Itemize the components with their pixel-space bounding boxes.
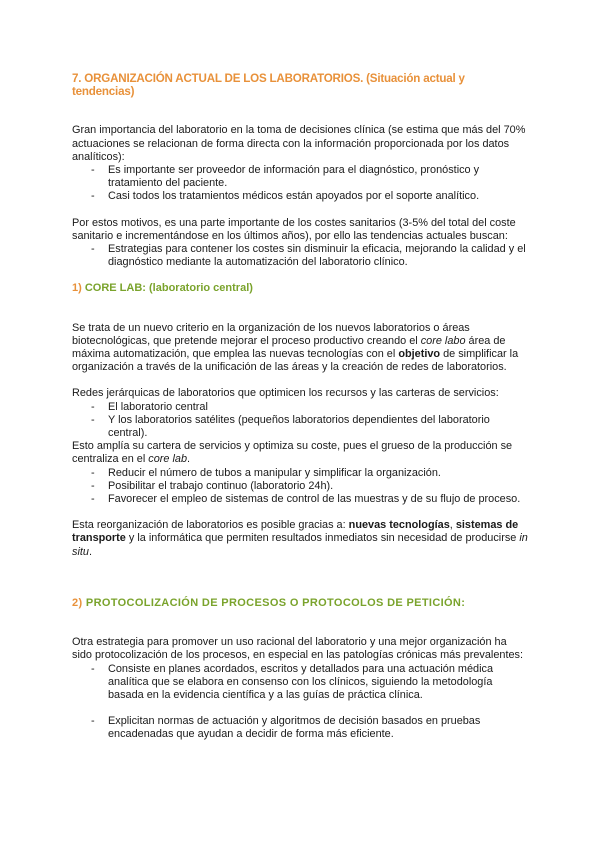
subsection-number: 1): [72, 282, 82, 295]
list-item: - Consiste en planes acordados, escritos y detallados para una actuación médica analítica que se elabora en consenso con los clínicos, siguiendo la metodología basada en la evidencia científica y a las guías de práctica clínica.: [72, 663, 528, 703]
text-run: de simplificar la organización a través de la unificación de las áreas y la creación de redes de laboratorios.: [72, 348, 519, 374]
list-item: - Favorecer el empleo de sistemas de control de las muestras y de su flujo de proceso.: [72, 493, 528, 506]
list-item: - Y los laboratorios satélites (pequeños laboratorios dependientes del laboratorio central).: [72, 414, 528, 440]
bullet-list: [72, 715, 528, 741]
italic-term: core lab: [148, 453, 188, 466]
paragraph: Otra estrategia para promover un uso racional del laboratorio y una mejor organización ha sido protocolización de los procesos, en especial en las patologías crónicas más prevalentes:: [72, 636, 524, 662]
text-run: Se trata de un nuevo criterio en la organización de los nuevos laboratorios o áreas biotecnológicas, que pretende mejorar el proceso productivo creando el: [72, 321, 470, 347]
italic-term: in situ: [72, 532, 528, 558]
subsection-heading: [72, 597, 528, 610]
bullet-list: [72, 401, 528, 441]
bold-term: nuevas tecnologías: [348, 519, 450, 532]
text-run: ,: [449, 519, 456, 532]
text-run: Esta reorganización de laboratorios es posible gracias a:: [72, 519, 349, 532]
text-run: y la informática que permiten resultados inmediatos sin necesidad de producirse: [125, 532, 520, 545]
list-item: - Estrategias para contener los costes sin disminuir la eficacia, mejorando la calidad y el diagnóstico mediante la automatización del laboratorio clínico.: [72, 243, 528, 269]
text-run: área de máxima automatización, que emplea las nuevas tecnologías con el: [72, 334, 506, 361]
text-run: .: [187, 453, 191, 466]
list-item: - Reducir el número de tubos a manipular y simplificar la organización.: [72, 467, 528, 480]
list-item: - El laboratorio central: [72, 401, 528, 414]
list-item: - Explicitan normas de actuación y algoritmos de decisión basados en pruebas encadenadas que ayudan a decidir de forma más eficiente.: [72, 715, 528, 741]
paragraph: Redes jerárquicas de laboratorios que optimicen los recursos y las carteras de servicios:: [72, 387, 499, 400]
text-run: Esto amplía su cartera de servicios y optimiza su coste, pues el grueso de la producción se centraliza en el: [72, 440, 513, 466]
paragraph: [72, 519, 528, 559]
subsection-heading: [72, 282, 528, 295]
list-item: - Posibilitar el trabajo continuo (laboratorio 24h).: [72, 480, 528, 493]
paragraph: Por estos motivos, es una parte importante de los costes sanitarios (3-5% del total del coste sanitario e incrementándose en los últimos años), por ello las tendencias actuales buscan:: [72, 216, 516, 242]
subsection-number: 2): [72, 596, 83, 609]
section-heading: 7. ORGANIZACIÓN ACTUAL DE LOS LABORATORIOS. (Situación actual y tendencias): [72, 72, 465, 99]
bold-term: objetivo: [398, 348, 441, 361]
list-item: - Casi todos los tratamientos médicos están apoyados por el soporte analítico.: [72, 190, 528, 203]
bullet-list: [72, 164, 528, 204]
text-run: .: [88, 545, 92, 558]
subsection-title: CORE LAB: (laboratorio central): [84, 282, 253, 295]
paragraph: [72, 440, 528, 466]
italic-term: core labo: [420, 334, 466, 347]
bold-term: sistemas de transporte: [72, 519, 519, 545]
list-item: - Es importante ser proveedor de información para el diagnóstico, pronóstico y tratamiento del paciente.: [72, 164, 528, 190]
intro-paragraph: Gran importancia del laboratorio en la toma de decisiones clínica (se estima que más del 70% actuaciones se relacionan de forma directa con la información proporcionada por los datos analíticos):: [72, 124, 526, 163]
bullet-list: [72, 663, 528, 703]
bullet-list: [72, 467, 528, 507]
paragraph: [72, 322, 528, 375]
document-page: [72, 72, 528, 742]
subsection-title: PROTOCOLIZACIÓN DE PROCESOS O PROTOCOLOS DE PETICIÓN:: [85, 596, 466, 609]
bullet-list: [72, 243, 528, 269]
